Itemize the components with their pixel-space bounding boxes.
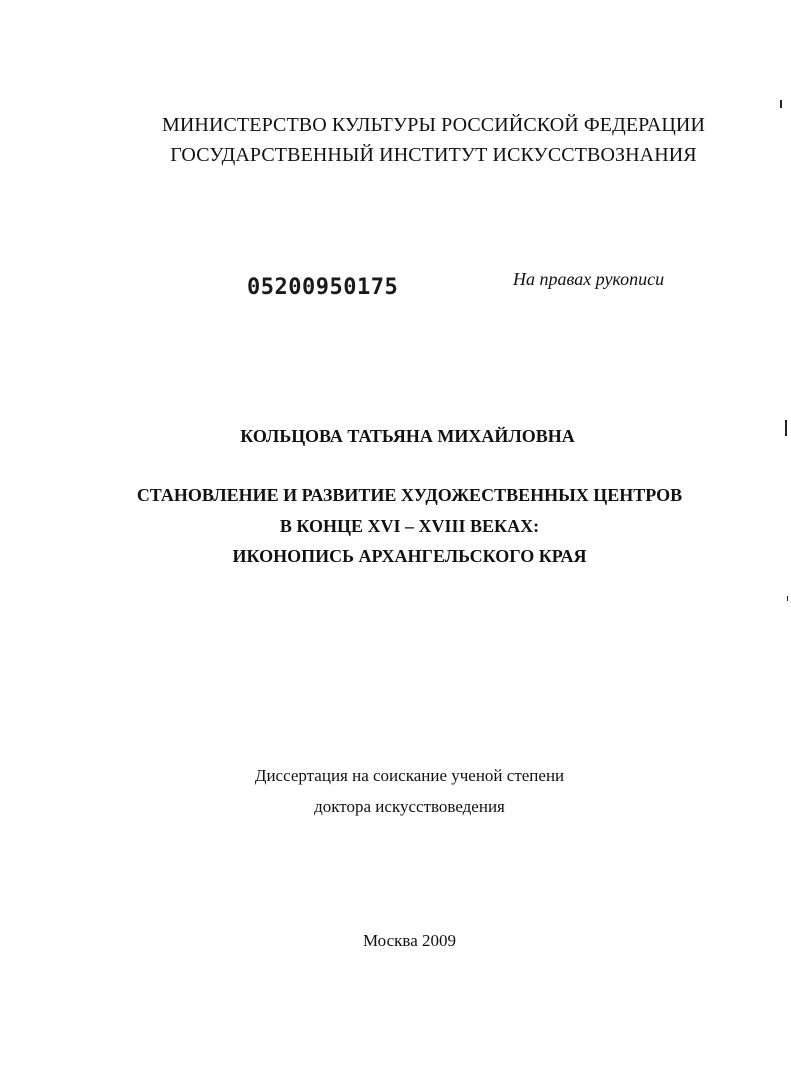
institute-name: ГОСУДАРСТВЕННЫЙ ИНСТИТУТ ИСКУССТВОЗНАНИЯ [170, 144, 697, 166]
degree-statement-line-1: Диссертация на соискание ученой степени [254, 766, 565, 785]
scan-artifact-mark [785, 420, 787, 436]
dissertation-title-line-3: ИКОНОПИСЬ АРХАНГЕЛЬСКОГО КРАЯ [232, 546, 587, 566]
rights-note: На правах рукописи [513, 269, 665, 289]
dissertation-title-line-2: В КОНЦЕ XVI – XVIII ВЕКАХ: [279, 516, 540, 536]
scan-artifact-mark [780, 100, 782, 108]
degree-statement-line-2: доктора искусствоведения [314, 797, 505, 816]
ministry-name: МИНИСТЕРСТВО КУЛЬТУРЫ РОССИЙСКОЙ ФЕДЕРАЦИИ [161, 114, 706, 136]
dissertation-title-line-1: СТАНОВЛЕНИЕ И РАЗВИТИЕ ХУДОЖЕСТВЕННЫХ ЦЕНТРОВ [136, 485, 683, 505]
author-name: КОЛЬЦОВА ТАТЬЯНА МИХАЙЛОВНА [240, 426, 575, 446]
scan-artifact-mark [787, 596, 788, 601]
catalog-number: 05200950175 [247, 275, 399, 300]
city-year: Москва 2009 [362, 931, 457, 950]
